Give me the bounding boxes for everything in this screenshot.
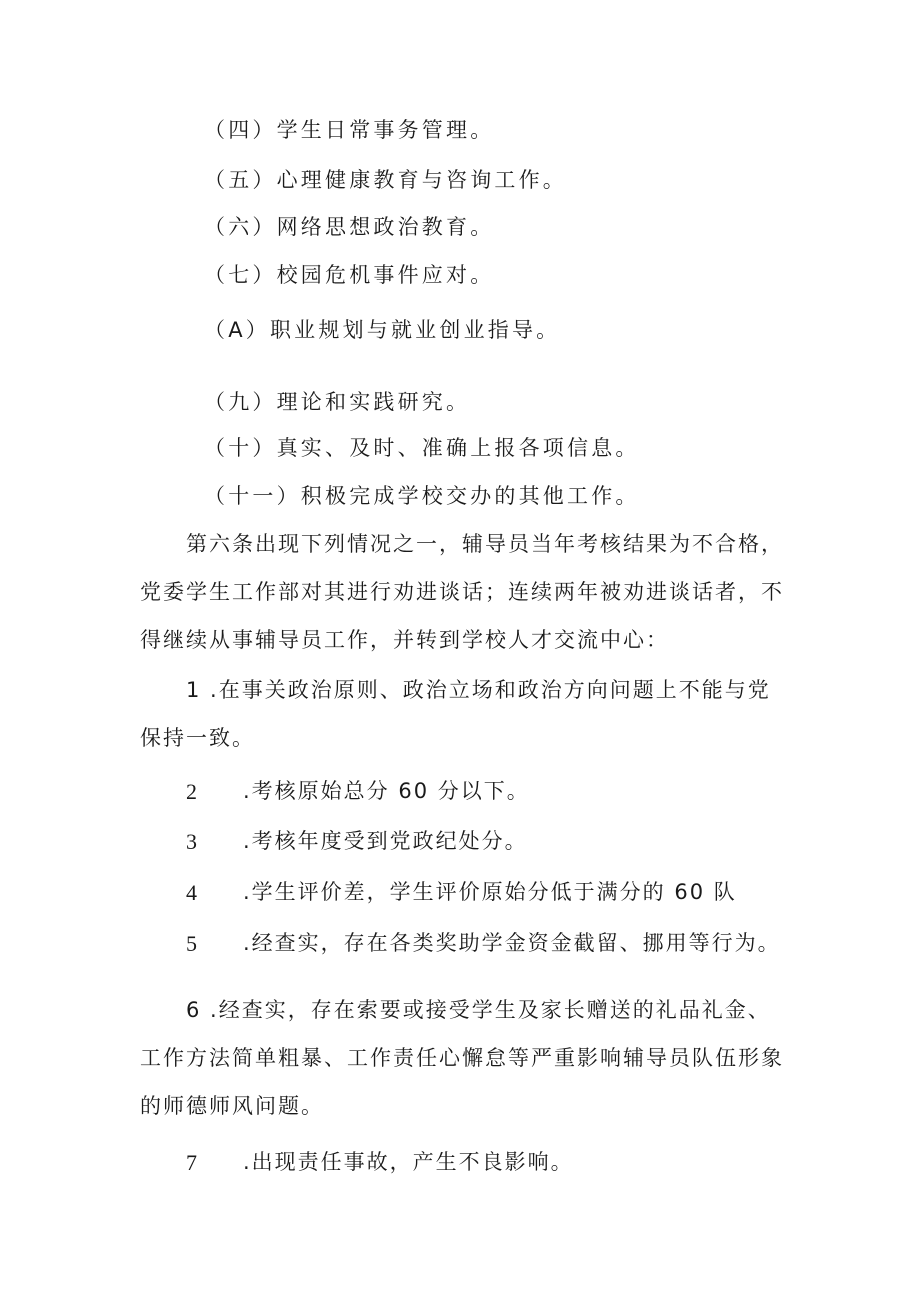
duty-item-4: （四）学生日常事务管理。 xyxy=(204,118,495,142)
duty-item-5: （五）心理健康教育与咨询工作。 xyxy=(204,168,567,192)
article-6-line-1: 第六条出现下列情况之一，辅导员当年考核结果为不合格， xyxy=(186,532,784,556)
duty-item-6: （六）网络思想政治教育。 xyxy=(204,215,495,239)
condition-3-number: 3 xyxy=(186,829,197,854)
article-6-line-3: 得继续从事辅导员工作，并转到学校人才交流中心： xyxy=(140,628,669,652)
duty-item-8: （A）职业规划与就业创业指导。 xyxy=(204,318,561,342)
condition-7-text: .出现责任事故，产生不良影响。 xyxy=(243,1150,574,1174)
condition-1-line-1: 1 .在事关政治原则、政治立场和政治方向问题上不能与党 xyxy=(186,678,771,702)
duty-item-9: （九）理论和实践研究。 xyxy=(204,390,471,414)
condition-2-number: 2 xyxy=(186,779,197,804)
duty-item-10: （十）真实、及时、准确上报各项信息。 xyxy=(204,436,640,460)
condition-5-number: 5 xyxy=(186,931,197,956)
condition-2-text: .考核原始总分 60 分以下。 xyxy=(243,779,530,803)
condition-7-number: 7 xyxy=(186,1150,197,1175)
condition-1-line-2: 保持一致。 xyxy=(140,726,255,750)
condition-4-number: 4 xyxy=(186,880,197,905)
condition-3-text: .考核年度受到党政纪处分。 xyxy=(243,829,528,853)
condition-4-text: .学生评价差，学生评价原始分低于满分的 60 队 xyxy=(243,880,737,904)
condition-5-text: .经查实，存在各类奖助学金资金截留、挪用等行为。 xyxy=(243,931,781,955)
duty-item-11: （十一）积极完成学校交办的其他工作。 xyxy=(204,484,640,508)
condition-6-line-3: 的师德师风问题。 xyxy=(140,1094,324,1118)
condition-6-line-2: 工作方法简单粗暴、工作责任心懈怠等严重影响辅导员队伍形象 xyxy=(140,1046,784,1070)
condition-6-line-1: 6 .经查实，存在索要或接受学生及家长赠送的礼品礼金、 xyxy=(186,998,771,1022)
duty-item-7: （七）校园危机事件应对。 xyxy=(204,263,495,287)
article-6-line-2: 党委学生工作部对其进行劝进谈话；连续两年被劝进谈话者，不 xyxy=(140,580,784,604)
